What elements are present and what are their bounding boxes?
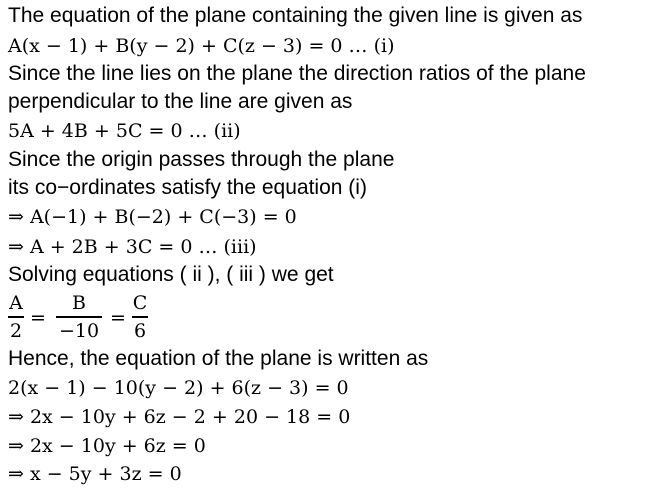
- fraction-bar: [56, 316, 102, 318]
- fraction-b: [56, 292, 102, 342]
- text-line-6: Since the origin passes through the plane: [8, 148, 395, 171]
- equation-ii: 5A + 4B + 5C = 0 … (ii): [8, 120, 241, 142]
- equation-expanded: ⇒ 2x − 10y + 6z − 2 + 20 − 18 = 0: [8, 406, 351, 428]
- text-line-4: perpendicular to the line are given as: [8, 90, 353, 113]
- equation-origin: ⇒ A(−1) + B(−2) + C(−3) = 0: [8, 206, 297, 228]
- fraction-bar: [8, 316, 24, 318]
- fraction-a-numerator: A: [9, 292, 23, 314]
- fraction-a: [8, 292, 24, 342]
- fraction-c: [132, 292, 148, 342]
- equals-sign: =: [110, 307, 126, 329]
- text-line-7: its co−ordinates satisfy the equation (i): [8, 176, 367, 199]
- text-line-12: Hence, the equation of the plane is written as: [8, 347, 429, 370]
- text-line-3: Since the line lies on the plane the direction ratios of the plane: [8, 62, 586, 85]
- fraction-a-denominator: 2: [9, 319, 23, 342]
- text-line-1: The equation of the plane containing the given line is given as: [8, 4, 583, 27]
- equation-final: ⇒ x − 5y + 3z = 0: [8, 463, 182, 485]
- fraction-c-denominator: 6: [133, 319, 147, 342]
- fraction-b-denominator: −10: [58, 319, 100, 342]
- fraction-c-numerator: C: [132, 292, 148, 314]
- equation-iii: ⇒ A + 2B + 3C = 0 … (iii): [8, 236, 257, 258]
- equation-simplified: ⇒ 2x − 10y + 6z = 0: [8, 435, 206, 457]
- text-line-10: Solving equations ( ii ), ( iii ) we get: [8, 263, 334, 286]
- equals-sign: =: [30, 307, 46, 329]
- fraction-b-numerator: B: [72, 292, 86, 314]
- equation-i: A(x − 1) + B(y − 2) + C(z − 3) = 0 … (i): [8, 35, 395, 57]
- equation-plane: 2(x − 1) − 10(y − 2) + 6(z − 3) = 0: [8, 377, 349, 399]
- fraction-bar: [132, 316, 148, 318]
